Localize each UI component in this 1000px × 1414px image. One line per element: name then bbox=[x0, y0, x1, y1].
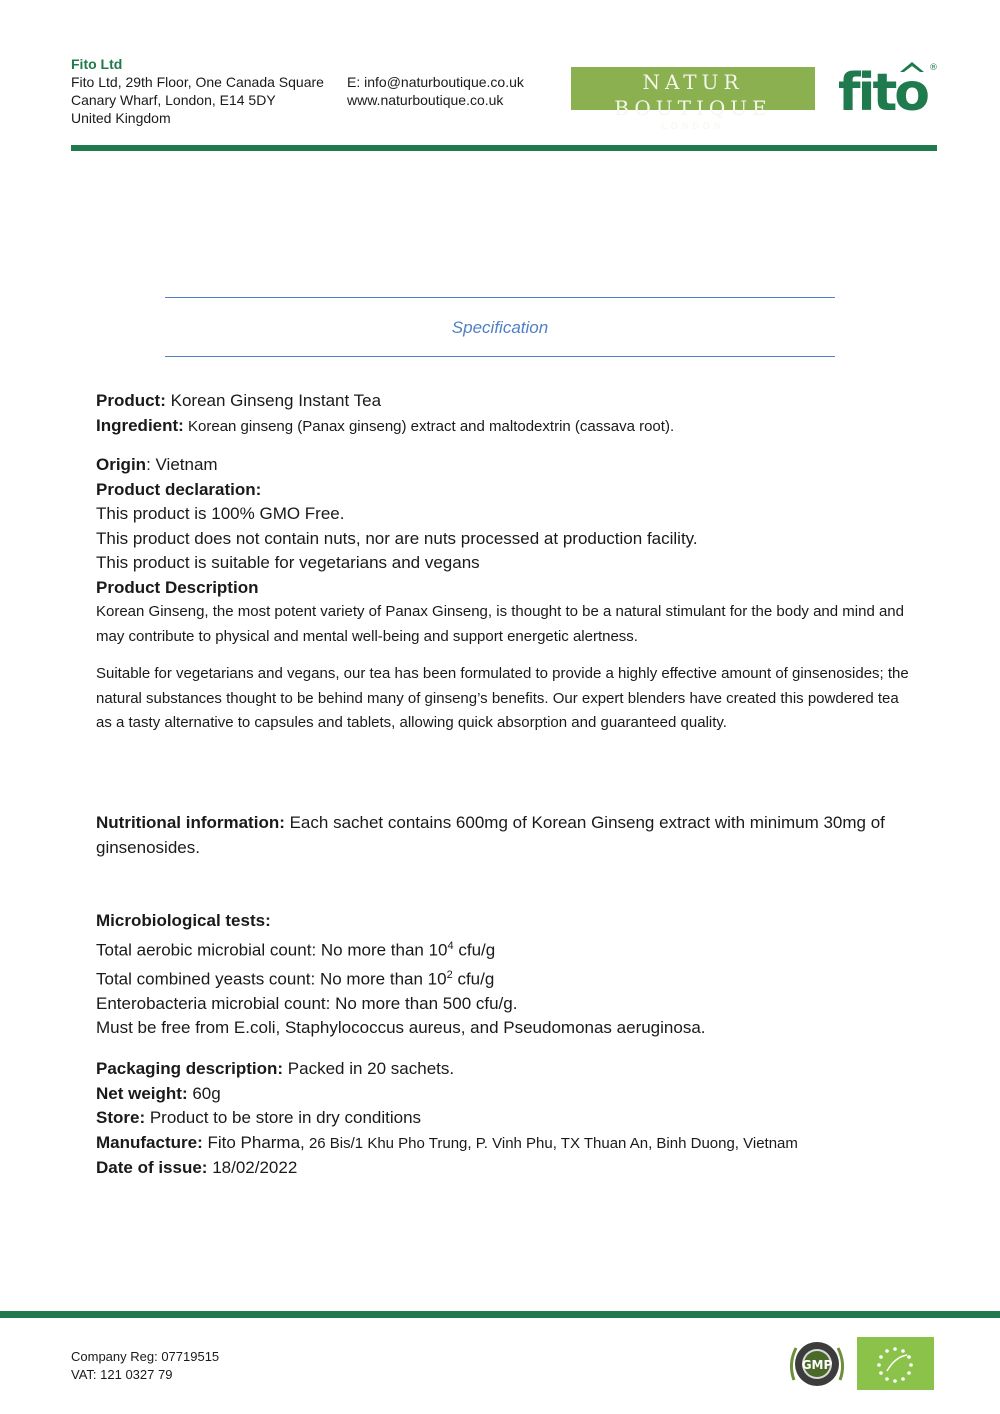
declaration-line-1: This product is 100% GMO Free. bbox=[96, 504, 345, 523]
natur-logo-sub: LONDON bbox=[661, 121, 725, 131]
header-divider bbox=[71, 145, 937, 151]
ingredient-line bbox=[96, 414, 916, 440]
spec-top-rule bbox=[165, 297, 835, 298]
net-weight-label: Net weight: bbox=[96, 1083, 188, 1103]
company-address-block bbox=[71, 55, 324, 127]
address-line-2: Canary Wharf, London, E14 5DY bbox=[71, 92, 276, 108]
contact-block bbox=[347, 73, 524, 109]
product-section bbox=[96, 389, 916, 439]
manufacture-label: Manufacture: bbox=[96, 1132, 203, 1152]
product-line bbox=[96, 389, 916, 414]
store-value: Product to be store in dry conditions bbox=[145, 1108, 422, 1127]
micro-label: Microbiological tests: bbox=[96, 911, 271, 930]
footer-divider bbox=[0, 1311, 1000, 1318]
vat-number: VAT: 121 0327 79 bbox=[71, 1367, 173, 1382]
footer-info bbox=[71, 1348, 219, 1384]
net-weight-line bbox=[96, 1082, 916, 1107]
natur-logo-main: NATUR BOUTIQUE bbox=[614, 70, 772, 120]
origin-value: : Vietnam bbox=[146, 455, 218, 474]
company-name: Fito Ltd bbox=[71, 56, 123, 72]
declaration-line-3: This product is suitable for vegetarians and vegans bbox=[96, 553, 480, 572]
address-line-3: United Kingdom bbox=[71, 110, 171, 126]
issue-date-line bbox=[96, 1156, 916, 1181]
store-line bbox=[96, 1106, 916, 1131]
micro-line-1-exponent: 4 bbox=[447, 939, 454, 952]
net-weight-value: 60g bbox=[187, 1083, 221, 1103]
packaging-label: Packaging description: bbox=[96, 1059, 284, 1078]
micro-line-3: Enterobacteria microbial count: No more than 500 cfu/g. bbox=[96, 993, 518, 1013]
nutrition-value: Each sachet contains 600mg of Korean Ginseng extract with minimum 30mg of ginsenosides. bbox=[96, 813, 885, 857]
manufacture-line bbox=[96, 1131, 916, 1157]
description-para-1: Korean Ginseng, the most potent variety of Panax Ginseng, is thought to be a natural stimulant for the body and mind and may contribute to physical and mental well-being and support energetic alertness. bbox=[96, 603, 904, 645]
nutrition-section bbox=[96, 811, 896, 860]
fito-logo bbox=[838, 58, 938, 116]
packaging-line bbox=[96, 1057, 916, 1082]
company-reg: Company Reg: 07719515 bbox=[71, 1349, 220, 1364]
email-text: E: info@naturboutique.co.uk bbox=[347, 74, 524, 90]
micro-line-2-text: Total combined yeasts count: No more than 10 bbox=[96, 969, 447, 989]
description-para-2: Suitable for vegetarians and vegans, our tea has been formulated to provide a highly effective amount of ginsenosides; the natural substances thought to be behind many of ginseng’s benefits. Our expert blenders have created this powdered tea as a tasty alternative to capsules and tablets, allowing quick absorption and guaranteed quality. bbox=[96, 665, 909, 731]
manufacture-name: Fito Pharma, bbox=[202, 1132, 305, 1152]
address-line-1: Fito Ltd, 29th Floor, One Canada Square bbox=[71, 74, 324, 90]
issue-date-value: 18/02/2022 bbox=[207, 1158, 298, 1177]
ingredient-label: Ingredient: bbox=[96, 415, 184, 435]
micro-line-2-exponent: 2 bbox=[446, 968, 453, 981]
product-label: Product: bbox=[96, 391, 166, 410]
product-value: Korean Ginseng Instant Tea bbox=[165, 391, 382, 410]
page-title: Specification bbox=[451, 318, 549, 337]
registered-mark: ® bbox=[929, 63, 938, 73]
origin-line bbox=[96, 453, 916, 478]
description-label: Product Description bbox=[96, 577, 259, 597]
nutrition-label: Nutritional information: bbox=[96, 813, 285, 832]
gmp-badge-icon bbox=[786, 1336, 848, 1392]
fito-logo-text: fito bbox=[838, 63, 928, 116]
micro-line-2 bbox=[96, 963, 916, 992]
issue-date-label: Date of issue: bbox=[96, 1158, 208, 1177]
store-label: Store: bbox=[96, 1108, 146, 1127]
micro-line-4: Must be free from E.coli, Staphylococcus aureus, and Pseudomonas aeruginosa. bbox=[96, 1018, 706, 1038]
manufacture-address: 26 Bis/1 Khu Pho Trung, P. Vinh Phu, TX Thuan An, Binh Duong, Vietnam bbox=[304, 1134, 798, 1152]
micro-line-1-text: Total aerobic microbial count: No more than 10 bbox=[96, 940, 448, 960]
declaration-section bbox=[96, 453, 916, 600]
packaging-section bbox=[96, 1057, 916, 1181]
gmp-badge-text: GMP bbox=[801, 1358, 833, 1372]
eu-organic-leaf-icon bbox=[857, 1337, 934, 1390]
ingredient-value: Korean ginseng (Panax ginseng) extract and maltodextrin (cassava root). bbox=[183, 417, 675, 435]
micro-line-2-unit: cfu/g bbox=[452, 969, 495, 989]
micro-line-1-unit: cfu/g bbox=[453, 940, 496, 960]
spec-bottom-rule bbox=[165, 356, 835, 357]
micro-line-1 bbox=[96, 934, 916, 963]
micro-section bbox=[96, 909, 916, 1041]
declaration-line-2: This product does not contain nuts, nor are nuts processed at production facility. bbox=[96, 528, 698, 548]
origin-label: Origin bbox=[96, 455, 147, 474]
declaration-label: Product declaration: bbox=[96, 479, 262, 499]
natur-boutique-logo bbox=[571, 67, 815, 131]
packaging-value: Packed in 20 sachets. bbox=[283, 1059, 455, 1078]
website-text: www.naturboutique.co.uk bbox=[347, 92, 504, 108]
